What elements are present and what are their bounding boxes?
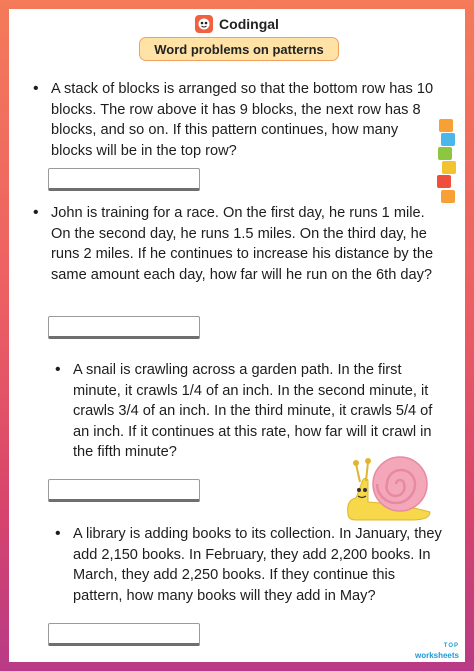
question-3: [55, 360, 447, 463]
bullet-icon: •: [55, 361, 61, 378]
question-4: [55, 524, 447, 606]
block: [441, 133, 455, 146]
topworksheets-logo: [415, 642, 459, 660]
watermark-bottom: worksheets: [414, 651, 459, 660]
block: [437, 175, 451, 188]
question-4-text: A library is adding books to its collection. In January, they add 2,150 books. In February, they add 2,200 books. In March, they add 2,250 books. If they continue this pattern, how many books will they add in May?: [73, 526, 442, 604]
question-3-text: A snail is crawling across a garden path. In the first minute, it crawls 1/4 of an inch. In the second minute, it crawls 3/4 of an inch. In the third minute, it crawls 5/4 of an inch. If it continues at this rate, how far will it crawl in the fifth minute?: [73, 362, 433, 460]
answer-input-1[interactable]: [48, 168, 200, 191]
page-title: Word problems on patterns: [139, 37, 339, 61]
answer-input-4[interactable]: [48, 623, 200, 646]
question-2: [33, 203, 445, 285]
answer-input-3[interactable]: [48, 479, 200, 502]
block: [439, 119, 453, 132]
question-1: [33, 79, 441, 161]
worksheet: [9, 9, 465, 662]
block: [441, 190, 455, 203]
watermark-top: TOP: [443, 643, 459, 649]
stacked-blocks-icon: [437, 119, 459, 209]
answer-input-2[interactable]: [48, 316, 200, 339]
bullet-icon: •: [55, 525, 61, 542]
snail-icon: [342, 452, 434, 522]
block: [442, 161, 456, 174]
bullet-icon: •: [33, 80, 39, 97]
brand-name: Codingal: [219, 16, 279, 32]
brand-header: [9, 15, 465, 33]
question-1-text: A stack of blocks is arranged so that the bottom row has 10 blocks. The row above it has 9 blocks, the next row has 8 blocks, and so on. If this pattern continues, how many blocks will be in the top row?: [51, 81, 434, 159]
bullet-icon: •: [33, 204, 39, 221]
block: [438, 147, 452, 160]
question-2-text: John is training for a race. On the first day, he runs 1 mile. On the second day, he runs 1.5 miles. On the third day, he runs 2 miles. If he continues to increase his distance by the same amount each day, how far will he run on the 6th day?: [51, 205, 434, 283]
codingal-logo-icon: [195, 15, 213, 33]
